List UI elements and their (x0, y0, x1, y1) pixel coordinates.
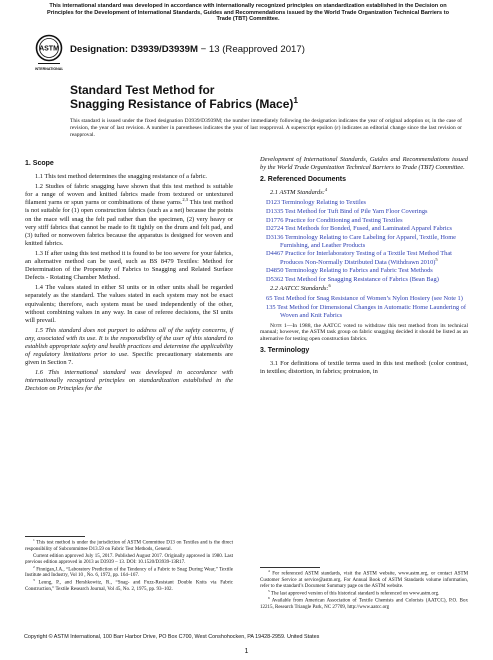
para-1-5-text: Specific precautionary statements are given in Section 7. (25, 351, 233, 367)
referenced-documents-heading: 2. Referenced Documents (260, 176, 346, 184)
title-footnote-ref: 1 (293, 95, 299, 105)
aatcc-label-sup: 6 (328, 282, 331, 288)
reference-title-link[interactable]: Practice for Conditioning and Testing Textiles (283, 216, 403, 224)
svg-text:ASTM: ASTM (39, 45, 59, 53)
reference-code-link[interactable]: 65 (266, 294, 273, 302)
para-3-1: 3.1 For definitions of textile terms used in this test method: (color contrast, in textiles; distortion, in fabrics; protrusion, in (260, 360, 468, 376)
reference-item[interactable] (260, 225, 468, 233)
reference-code-link[interactable]: D123 (266, 199, 281, 207)
footnote-rule-left (25, 536, 85, 537)
note-1 (260, 323, 468, 343)
reference-title-link[interactable]: Practice for Interlaboratory Testing of a Textile Test Method That Produces Non-Normally Distributed Data (Withdrawn 2010) (280, 250, 452, 266)
designation-label: Designation: D3939/D3939M (70, 44, 198, 55)
para-1-2-text-b: This test method is not suitable for (1) open construction fabrics (such as a net) because the points on the mace will snag the felt pad rather than the specimen, (2) very heavy or very stiff fabrics that cannot be made to fit tightly on the drum and felt pad, and (3) tufted or nonwoven fabrics because the apparatus is designed for woven and knitted fabrics. (25, 199, 233, 247)
footnote-5: $^5$ The last approved version of this historical standard is referenced on www.astm.org. (268, 588, 440, 597)
astm-standards-label (260, 189, 468, 197)
reference-item[interactable] (260, 217, 468, 225)
astm-label-text: 2.1 ASTM Standards: (270, 189, 325, 197)
para-1-2 (25, 183, 233, 248)
para-1-5-italic: 1.5 This standard does not purport to address all of the safety concerns, if any, associated with its use. It is the responsibility of the user of this standard to establish appropriate safety and health practices and determine the applicability of regulatory limitations prior to use. (25, 326, 233, 359)
astm-logo (35, 34, 63, 74)
astm-logo-icon (35, 34, 63, 74)
reference-title-link[interactable]: Test Method for Snag Resistance of Women’s Nylon Hosiery (see Note 1) (272, 294, 463, 302)
aatcc-label-text: 2.2 AATCC Standards: (270, 284, 329, 292)
footnote-6: $^6$ Available from American Association of Textile Chemists and Colorists (AATCC), P.O. Box 12215, Research Triangle Park, NC 27709, http://www.aatcc.org (260, 596, 468, 610)
reference-code-link[interactable]: D5362 (266, 275, 284, 283)
footnote-1: $^1$ This test method is under the jurisdiction of ASTM Committee D13 on Textiles and is the direct responsibility of Subcommittee D13.59 on Fabric Test Methods, General. (25, 538, 233, 552)
right-column (260, 156, 468, 378)
reference-item[interactable] (260, 208, 468, 216)
reference-title-link[interactable]: Test Method for Snagging Resistance of Fabrics (Bean Bag) (283, 275, 439, 283)
logo-text: INTERNATIONAL (35, 67, 63, 71)
reference-code-link[interactable]: D1776 (266, 216, 284, 224)
reference-item[interactable] (260, 276, 468, 284)
footnote-1b: Current edition approved July 15, 2017. Published August 2017. Originally approved in 1980. Last previous edition approved in 2013 as D3939 – 13. DOI: 10.1520/D3939-13R17. (25, 553, 233, 565)
note-text: 1—In 1988, the AATCC voted to withdraw this test method from its technical manual; however, the ASTM task group on fabric snagging decided it should be listed as an alternative for testing open construction fabrics. (260, 322, 468, 343)
reference-code-link[interactable]: 135 (266, 303, 276, 311)
para-1-6-continued: Development of International Standards, Guides and Recommendations issued by the World Trade Organization Technical Barriers to Trade (TBT) Committee. (260, 156, 468, 172)
para-1-4: 1.4 The values stated in either SI units or in other units shall be regarded separately as the standard. The values stated in each system may not be exact equivalents; therefore, each system must be used independently of the other, without combining values in any way. In case of referee decisions, the SI units will prevail. (25, 284, 233, 324)
footnote-4: $^4$ For referenced ASTM standards, visit the ASTM website, www.astm.org, or contact ASTM Customer Service at service@astm.org. For Annual Book of ASTM Standards volume information, refer to the standard’s Document Summary page on the ASTM website. (260, 569, 469, 589)
document-title (70, 83, 298, 111)
reference-title-link[interactable]: Test Methods for Bonded, Fused, and Laminated Apparel Fabrics (283, 225, 452, 233)
footnotes-right (260, 571, 468, 612)
left-column (25, 156, 233, 396)
designation (70, 44, 305, 55)
reference-item[interactable] (260, 304, 468, 320)
page-number: 1 (244, 648, 249, 655)
reference-item[interactable] (260, 234, 468, 250)
footnotes-left (25, 540, 233, 594)
reference-code-link[interactable]: D3136 (266, 233, 284, 241)
para-1-6: 1.6 This international standard was developed in accordance with internationally recognized principles on standardization established in the Decision on Principles for the (25, 369, 233, 393)
issue-statement: This standard is issued under the fixed designation D3939/D3939M; the number immediately following the designation indicates the year of original adoption or, in the case of revision, the year of last revision. A number in parentheses indicates the year of last reapproval. A superscript epsilon (ε) indicates an editorial change since the last revision or reapproval. (70, 118, 462, 138)
reference-title-link[interactable]: Test Method for Dimensional Changes in Automatic Home Laundering of Woven and Knit Fabrics (275, 303, 467, 319)
reference-item[interactable] (260, 199, 468, 207)
para-1-3: 1.3 If after using this test method it is found to be too severe for your fabrics, an alternative method can be used, such as BS 8479 Textiles: Method for Determination of the Propensity of Fabrics to Snagging and Related Surface Defects - Rotating Chamber Method. (25, 249, 233, 282)
footnote-3: $^3$ Leung, P., and Hershkowitz, R., “Snag- and Fuzz-Resistant Double Knits via Fabric Construction,” Textile Research Journal, Vol 45, No. 2, 1975, pp. 93–102. (25, 578, 233, 592)
footnote-2: $^2$ Finnigan,J.A., “Laboratory Prediction of the Tendency of a Fabric to Snag During Wear,” Textile Institute and Industry, Vol 10 , No. 6, 1972, pp. 164–167. (25, 564, 234, 579)
copyright-line: Copyright © ASTM International, 100 Barr Harbor Drive, PO Box C700, West Conshohocken, PA 19428-2959. United States (24, 634, 320, 640)
reference-title-link[interactable]: Test Method for Tuft Bind of Pile Yarn Floor Coverings (283, 207, 428, 215)
para-1-2-sup: 2,3 (182, 197, 188, 203)
reference-title-link[interactable]: Terminology Relating to Fabrics and Fabric Test Methods (283, 267, 433, 275)
reference-code-link[interactable]: D2724 (266, 225, 284, 233)
aatcc-standards-label (260, 282, 468, 293)
footnote-rule-right (260, 567, 320, 568)
top-notice: This international standard was developed in accordance with internationally recognized principles on standardization established in the Decision on Principles for the Development of International Standards, Guides and Recommendations issued by the World Trade Organization Technical Barriers to Trade (TBT) Committee. (46, 3, 449, 23)
title-line-1: Standard Test Method for (70, 83, 215, 97)
designation-year: − 13 (Reapproved 2017) (197, 44, 305, 55)
reference-item[interactable] (260, 267, 468, 275)
para-1-2-text: 1.2 Studies of fabric snagging have shown that this test method is suitable for a range of woven and knitted fabrics made from textured or untextured filament yarns or spun yarns or combinations of these yarns. (25, 183, 233, 207)
reference-footnote-ref: 5 (435, 256, 438, 262)
aatcc-reference-list (260, 295, 468, 320)
astm-label-sup: 4 (324, 187, 328, 193)
reference-title-link[interactable]: Terminology Relating to Textiles (280, 199, 367, 207)
astm-reference-list (260, 199, 468, 283)
reference-code-link[interactable]: D4467 (266, 250, 284, 258)
para-1-5 (25, 327, 233, 367)
terminology-heading: 3. Terminology (260, 347, 310, 355)
reference-item[interactable] (260, 295, 468, 303)
para-1-1: 1.1 This test method determines the snagging resistance of a fabric. (35, 173, 208, 181)
reference-title-link[interactable]: Terminology Relating to Care Labeling for Apparel, Textile, Home Furnishing, and Leather Products (280, 233, 457, 249)
title-line-2: Snagging Resistance of Fabrics (Mace) (70, 97, 294, 111)
scope-heading: 1. Scope (25, 160, 54, 167)
reference-item[interactable] (260, 250, 468, 266)
reference-code-link[interactable]: D1335 (266, 207, 284, 215)
reference-code-link[interactable]: D4850 (266, 267, 284, 275)
note-label: Note (270, 322, 282, 329)
